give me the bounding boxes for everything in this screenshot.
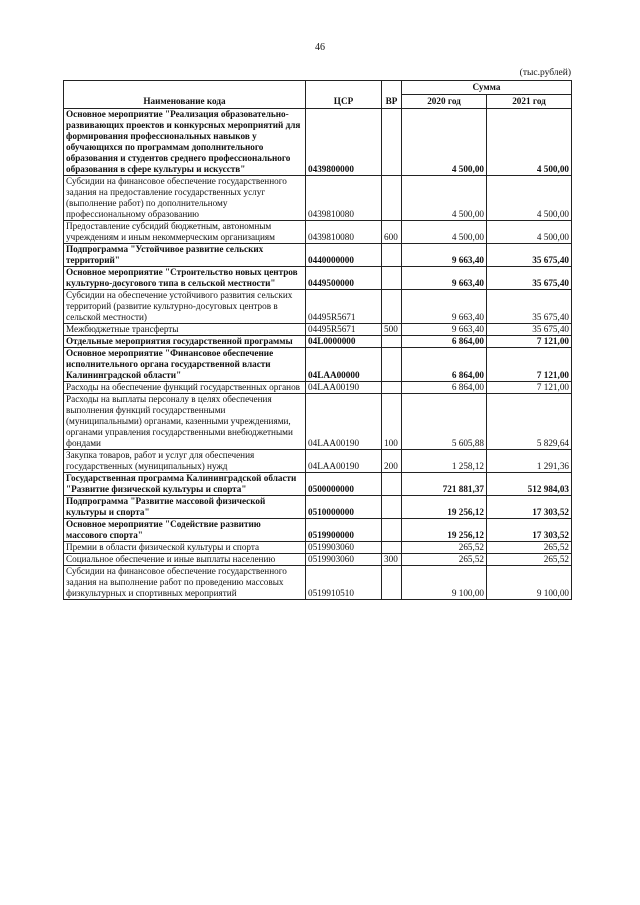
row-2021: 5 829,64 xyxy=(487,394,572,450)
row-2021: 35 675,40 xyxy=(487,324,572,336)
header-2021: 2021 год xyxy=(487,95,572,109)
row-csr: 0439800000 xyxy=(306,109,382,176)
row-csr: 0519910510 xyxy=(306,566,382,600)
row-vr: 500 xyxy=(382,324,402,336)
row-csr: 04LAA00190 xyxy=(306,394,382,450)
row-name: Премии в области физической культуры и спорта xyxy=(64,542,306,554)
row-2021: 35 675,40 xyxy=(487,290,572,324)
row-vr xyxy=(382,542,402,554)
row-vr xyxy=(382,519,402,542)
row-name: Основное мероприятие "Содействие развитию массового спорта" xyxy=(64,519,306,542)
table-row xyxy=(64,348,572,382)
row-2021: 265,52 xyxy=(487,542,572,554)
row-2020: 721 881,37 xyxy=(402,473,487,496)
header-csr: ЦСР xyxy=(306,81,382,109)
header-name: Наименование кода xyxy=(64,81,306,109)
table-row xyxy=(64,496,572,519)
row-name: Основное мероприятие "Реализация образовательно-развивающих проектов и конкурсных мероприятий для формирования профессиональных навыков у обучающихся по программам дополнительного образования и студентов среднего профессионального образования в сфере культуры и искусств" xyxy=(64,109,306,176)
row-vr: 600 xyxy=(382,221,402,244)
row-vr xyxy=(382,348,402,382)
table-row xyxy=(64,450,572,473)
row-csr: 0439810080 xyxy=(306,221,382,244)
row-name: Субсидии на обеспечение устойчивого развития сельских территорий (развитие культурно-досуговых центров в сельской местности) xyxy=(64,290,306,324)
row-name: Закупка товаров, работ и услуг для обеспечения государственных (муниципальных) нужд xyxy=(64,450,306,473)
row-2020: 9 663,40 xyxy=(402,244,487,267)
budget-table xyxy=(63,80,572,600)
row-name: Государственная программа Калининградской области "Развитие физической культуры и спорта" xyxy=(64,473,306,496)
table-row xyxy=(64,267,572,290)
row-2021: 265,52 xyxy=(487,554,572,566)
row-name: Субсидии на финансовое обеспечение государственного задания на выполнение работ по проведению массовых физкультурных и спортивных мероприятий xyxy=(64,566,306,600)
table-row xyxy=(64,473,572,496)
row-name: Расходы на выплаты персоналу в целях обеспечения выполнения функций государственными (муниципальными) органами, казенными учреждениями, органами управления государственными внебюджетными фондами xyxy=(64,394,306,450)
row-vr: 200 xyxy=(382,450,402,473)
table-row xyxy=(64,554,572,566)
row-csr: 04LAA00190 xyxy=(306,382,382,394)
row-vr xyxy=(382,382,402,394)
row-2021: 4 500,00 xyxy=(487,221,572,244)
row-vr xyxy=(382,244,402,267)
header-2020: 2020 год xyxy=(402,95,487,109)
table-row xyxy=(64,394,572,450)
row-csr: 0500000000 xyxy=(306,473,382,496)
row-vr xyxy=(382,473,402,496)
table-row xyxy=(64,109,572,176)
row-2021: 7 121,00 xyxy=(487,348,572,382)
page-number: 46 xyxy=(315,42,325,53)
row-name: Социальное обеспечение и иные выплаты населению xyxy=(64,554,306,566)
table-row xyxy=(64,382,572,394)
row-name: Предоставление субсидий бюджетным, автономным учреждениям и иным некоммерческим организациям xyxy=(64,221,306,244)
row-vr: 300 xyxy=(382,554,402,566)
row-vr xyxy=(382,336,402,348)
row-2020: 6 864,00 xyxy=(402,382,487,394)
row-2021: 9 100,00 xyxy=(487,566,572,600)
row-2021: 35 675,40 xyxy=(487,267,572,290)
row-2021: 512 984,03 xyxy=(487,473,572,496)
row-csr: 0510000000 xyxy=(306,496,382,519)
row-2020: 6 864,00 xyxy=(402,348,487,382)
row-csr: 04495R5671 xyxy=(306,290,382,324)
row-2020: 9 663,40 xyxy=(402,324,487,336)
row-2020: 5 605,88 xyxy=(402,394,487,450)
row-csr: 04LAA00000 xyxy=(306,348,382,382)
row-2020: 19 256,12 xyxy=(402,519,487,542)
row-csr: 0440000000 xyxy=(306,244,382,267)
table-row xyxy=(64,336,572,348)
row-vr xyxy=(382,496,402,519)
row-vr xyxy=(382,290,402,324)
row-csr: 04495R5671 xyxy=(306,324,382,336)
units-label: (тыс.рублей) xyxy=(519,68,571,78)
table-row xyxy=(64,244,572,267)
row-2021: 17 303,52 xyxy=(487,496,572,519)
table-row xyxy=(64,324,572,336)
row-vr xyxy=(382,267,402,290)
row-name: Отдельные мероприятия государственной программы xyxy=(64,336,306,348)
table-row xyxy=(64,542,572,554)
row-2020: 9 663,40 xyxy=(402,290,487,324)
row-2020: 4 500,00 xyxy=(402,109,487,176)
row-csr: 0519900000 xyxy=(306,519,382,542)
row-2021: 4 500,00 xyxy=(487,176,572,221)
row-vr: 100 xyxy=(382,394,402,450)
table-row xyxy=(64,176,572,221)
row-2021: 17 303,52 xyxy=(487,519,572,542)
row-2020: 9 100,00 xyxy=(402,566,487,600)
row-2020: 19 256,12 xyxy=(402,496,487,519)
row-2021: 7 121,00 xyxy=(487,336,572,348)
header-sum: Сумма xyxy=(402,81,572,95)
row-csr: 0519903060 xyxy=(306,554,382,566)
row-name: Основное мероприятие "Финансовое обеспечение исполнительного органа государственной власти Калининградской области" xyxy=(64,348,306,382)
row-name: Подпрограмма "Развитие массовой физической культуры и спорта" xyxy=(64,496,306,519)
row-vr xyxy=(382,109,402,176)
table-body xyxy=(64,109,572,600)
row-name: Расходы на обеспечение функций государственных органов xyxy=(64,382,306,394)
row-name: Субсидии на финансовое обеспечение государственного задания на предоставление государственных услуг (выполнение работ) по дополнительному профессиональному образованию xyxy=(64,176,306,221)
row-csr: 0449500000 xyxy=(306,267,382,290)
row-2020: 265,52 xyxy=(402,542,487,554)
table-row xyxy=(64,519,572,542)
table-row xyxy=(64,221,572,244)
table-row xyxy=(64,290,572,324)
row-2021: 1 291,36 xyxy=(487,450,572,473)
row-vr xyxy=(382,566,402,600)
row-csr: 04L0000000 xyxy=(306,336,382,348)
row-csr: 0439810080 xyxy=(306,176,382,221)
row-vr xyxy=(382,176,402,221)
row-csr: 04LAA00190 xyxy=(306,450,382,473)
row-2020: 265,52 xyxy=(402,554,487,566)
row-2021: 7 121,00 xyxy=(487,382,572,394)
table-row xyxy=(64,566,572,600)
row-2020: 9 663,40 xyxy=(402,267,487,290)
row-2020: 1 258,12 xyxy=(402,450,487,473)
row-2021: 4 500,00 xyxy=(487,109,572,176)
row-name: Основное мероприятие "Строительство новых центров культурно-досугового типа в сельской местности" xyxy=(64,267,306,290)
header-vr: ВР xyxy=(382,81,402,109)
row-2020: 4 500,00 xyxy=(402,221,487,244)
row-name: Межбюджетные трансферты xyxy=(64,324,306,336)
row-2021: 35 675,40 xyxy=(487,244,572,267)
row-csr: 0519903060 xyxy=(306,542,382,554)
row-2020: 4 500,00 xyxy=(402,176,487,221)
row-name: Подпрограмма "Устойчивое развитие сельских территорий" xyxy=(64,244,306,267)
row-2020: 6 864,00 xyxy=(402,336,487,348)
